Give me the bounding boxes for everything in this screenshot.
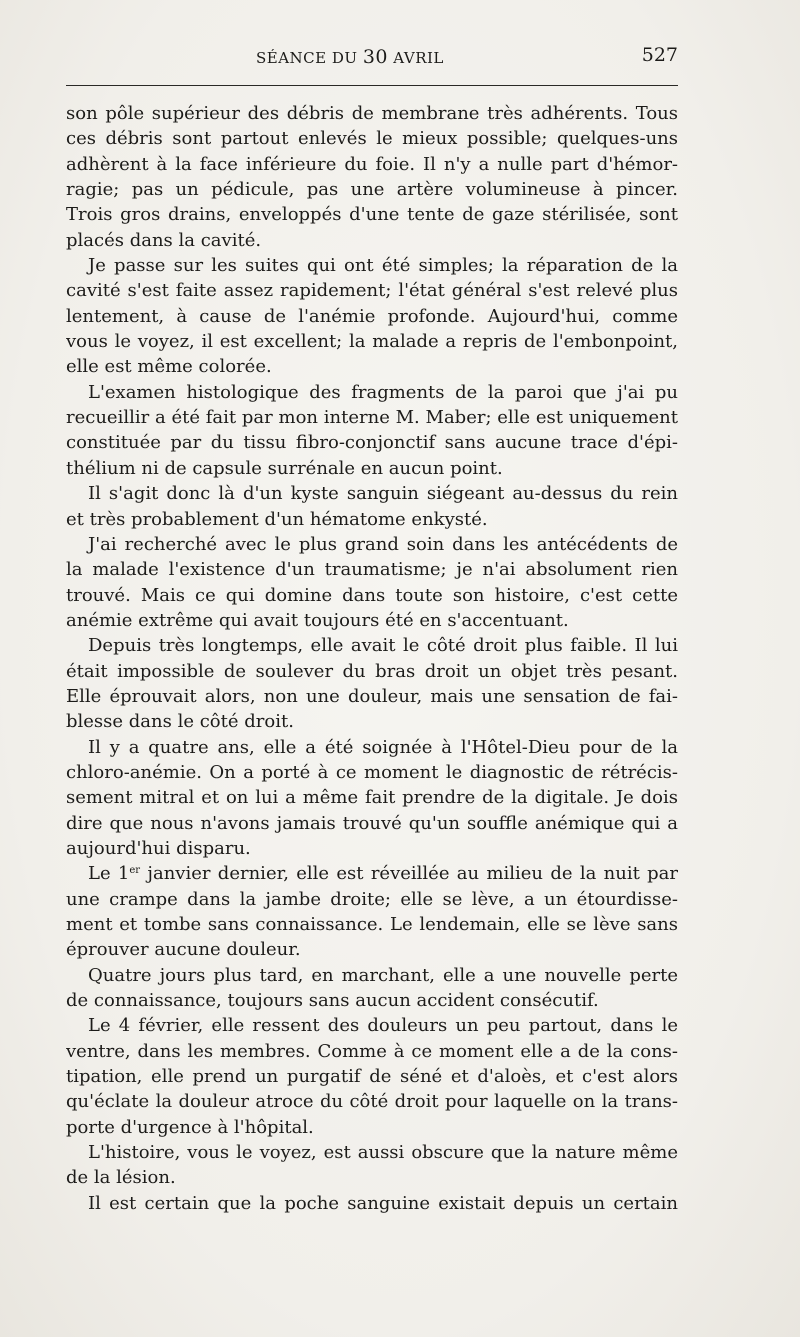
ordinal-superscript: er: [129, 865, 141, 877]
text-line: Le 4 février, elle ressent des douleurs un peu partout, dans le: [88, 1015, 678, 1037]
text-line: Je passe sur les suites qui ont été simples; la réparation de la: [88, 255, 678, 277]
header-rule: [66, 85, 678, 86]
text-line: chloro-anémie. On a porté à ce moment le diagnostic de rétrécis-: [66, 761, 678, 783]
text-line: cavité s'est faite assez rapidement; l'état général s'est relevé plus: [66, 280, 678, 302]
text-line: constituée par du tissu fibro-conjonctif sans aucune trace d'épi-: [66, 432, 678, 454]
text-line: dire que nous n'avons jamais trouvé qu'un souffle anémique qui a: [66, 812, 678, 834]
text-line: de connaissance, toujours sans aucun accident consécutif.: [66, 990, 599, 1012]
title-prefix: SÉANCE DU: [256, 49, 363, 67]
text-line: qu'éclate la douleur atroce du côté droit pour laquelle on la trans-: [66, 1091, 678, 1113]
body-text: [66, 101, 678, 1216]
text-line: elle est même colorée.: [66, 356, 272, 378]
text-line: thélium ni de capsule surrénale en aucun point.: [66, 457, 503, 479]
text-line: recueillir a été fait par mon interne M. Maber; elle est uniquement: [66, 407, 678, 429]
text-line: Il est certain que la poche sanguine existait depuis un certain: [88, 1192, 678, 1214]
line-lead: Le 1: [88, 863, 130, 885]
text-line: tipation, elle prend un purgatif de séné et d'aloès, et c'est alors: [66, 1066, 678, 1088]
text-line: anémie extrême qui avait toujours été en s'accentuant.: [66, 609, 569, 631]
title-day: 30: [362, 46, 389, 68]
text-line: ragie; pas un pédicule, pas une artère volumineuse à pincer.: [66, 179, 678, 201]
text-line: la malade l'existence d'un traumatisme; je n'ai absolument rien: [66, 559, 678, 581]
text-line: trouvé. Mais ce qui domine dans toute son histoire, c'est cette: [66, 584, 678, 606]
text-line: Il s'agit donc là d'un kyste sanguin siégeant au-dessus du rein: [88, 483, 678, 505]
text-line: ment et tombe sans connaissance. Le lendemain, elle se lève sans: [66, 914, 678, 935]
text-line: ventre, dans les membres. Comme à ce moment elle a de la cons-: [66, 1040, 678, 1062]
text-line: Depuis très longtemps, elle avait le côté droit plus faible. Il lui: [88, 635, 678, 657]
line-rest: janvier dernier, elle est réveillée au milieu de la nuit par: [147, 863, 678, 885]
text-line: de la lésion.: [66, 1167, 176, 1189]
title-suffix: AVRIL: [388, 49, 444, 67]
text-line: Trois gros drains, enveloppés d'une tente de gaze stérilisée, sont: [66, 204, 678, 226]
text-line: une crampe dans la jambe droite; elle se lève, a un étourdisse-: [66, 888, 678, 910]
text-line: ces débris sont partout enlevés le mieux possible; quelques-uns: [66, 128, 678, 150]
text-line: éprouver aucune douleur.: [66, 939, 301, 961]
text-line: aujourd'hui disparu.: [66, 837, 251, 859]
text-line: blesse dans le côté droit.: [66, 711, 294, 733]
text-line: vous le voyez, il est excellent; la malade a repris de l'embonpoint,: [66, 331, 678, 353]
text-line: Elle éprouvait alors, non une douleur, mais une sensation de fai-: [66, 685, 678, 707]
text-line: était impossible de soulever du bras droit un objet très pesant.: [66, 660, 678, 682]
text-line: adhèrent à la face inférieure du foie. Il n'y a nulle part d'hémor-: [66, 153, 678, 175]
text-line: son pôle supérieur des débris de membrane très adhérents. Tous: [66, 103, 678, 124]
text-line: L'histoire, vous le voyez, est aussi obscure que la nature même: [88, 1142, 678, 1164]
text-line: L'examen histologique des fragments de la paroi que j'ai pu: [88, 381, 678, 403]
text-line: sement mitral et on lui a même fait prendre de la digitale. Je dois: [66, 787, 678, 809]
page-number: 527: [641, 44, 678, 66]
text-line: porte d'urgence à l'hôpital.: [66, 1116, 314, 1138]
text-line: J'ai recherché avec le plus grand soin dans les antécédents de: [88, 533, 678, 555]
text-line: lentement, à cause de l'anémie profonde. Aujourd'hui, comme: [66, 305, 678, 327]
text-line: Il y a quatre ans, elle a été soignée à l'Hôtel-Dieu pour de la: [88, 736, 678, 758]
text-line: placés dans la cavité.: [66, 229, 262, 251]
text-line: [66, 861, 678, 886]
text-line: Quatre jours plus tard, en marchant, elle a une nouvelle perte: [88, 964, 678, 986]
running-header: [66, 38, 678, 78]
running-title: [256, 46, 444, 68]
text-line: et très probablement d'un hématome enkysté.: [66, 508, 488, 530]
